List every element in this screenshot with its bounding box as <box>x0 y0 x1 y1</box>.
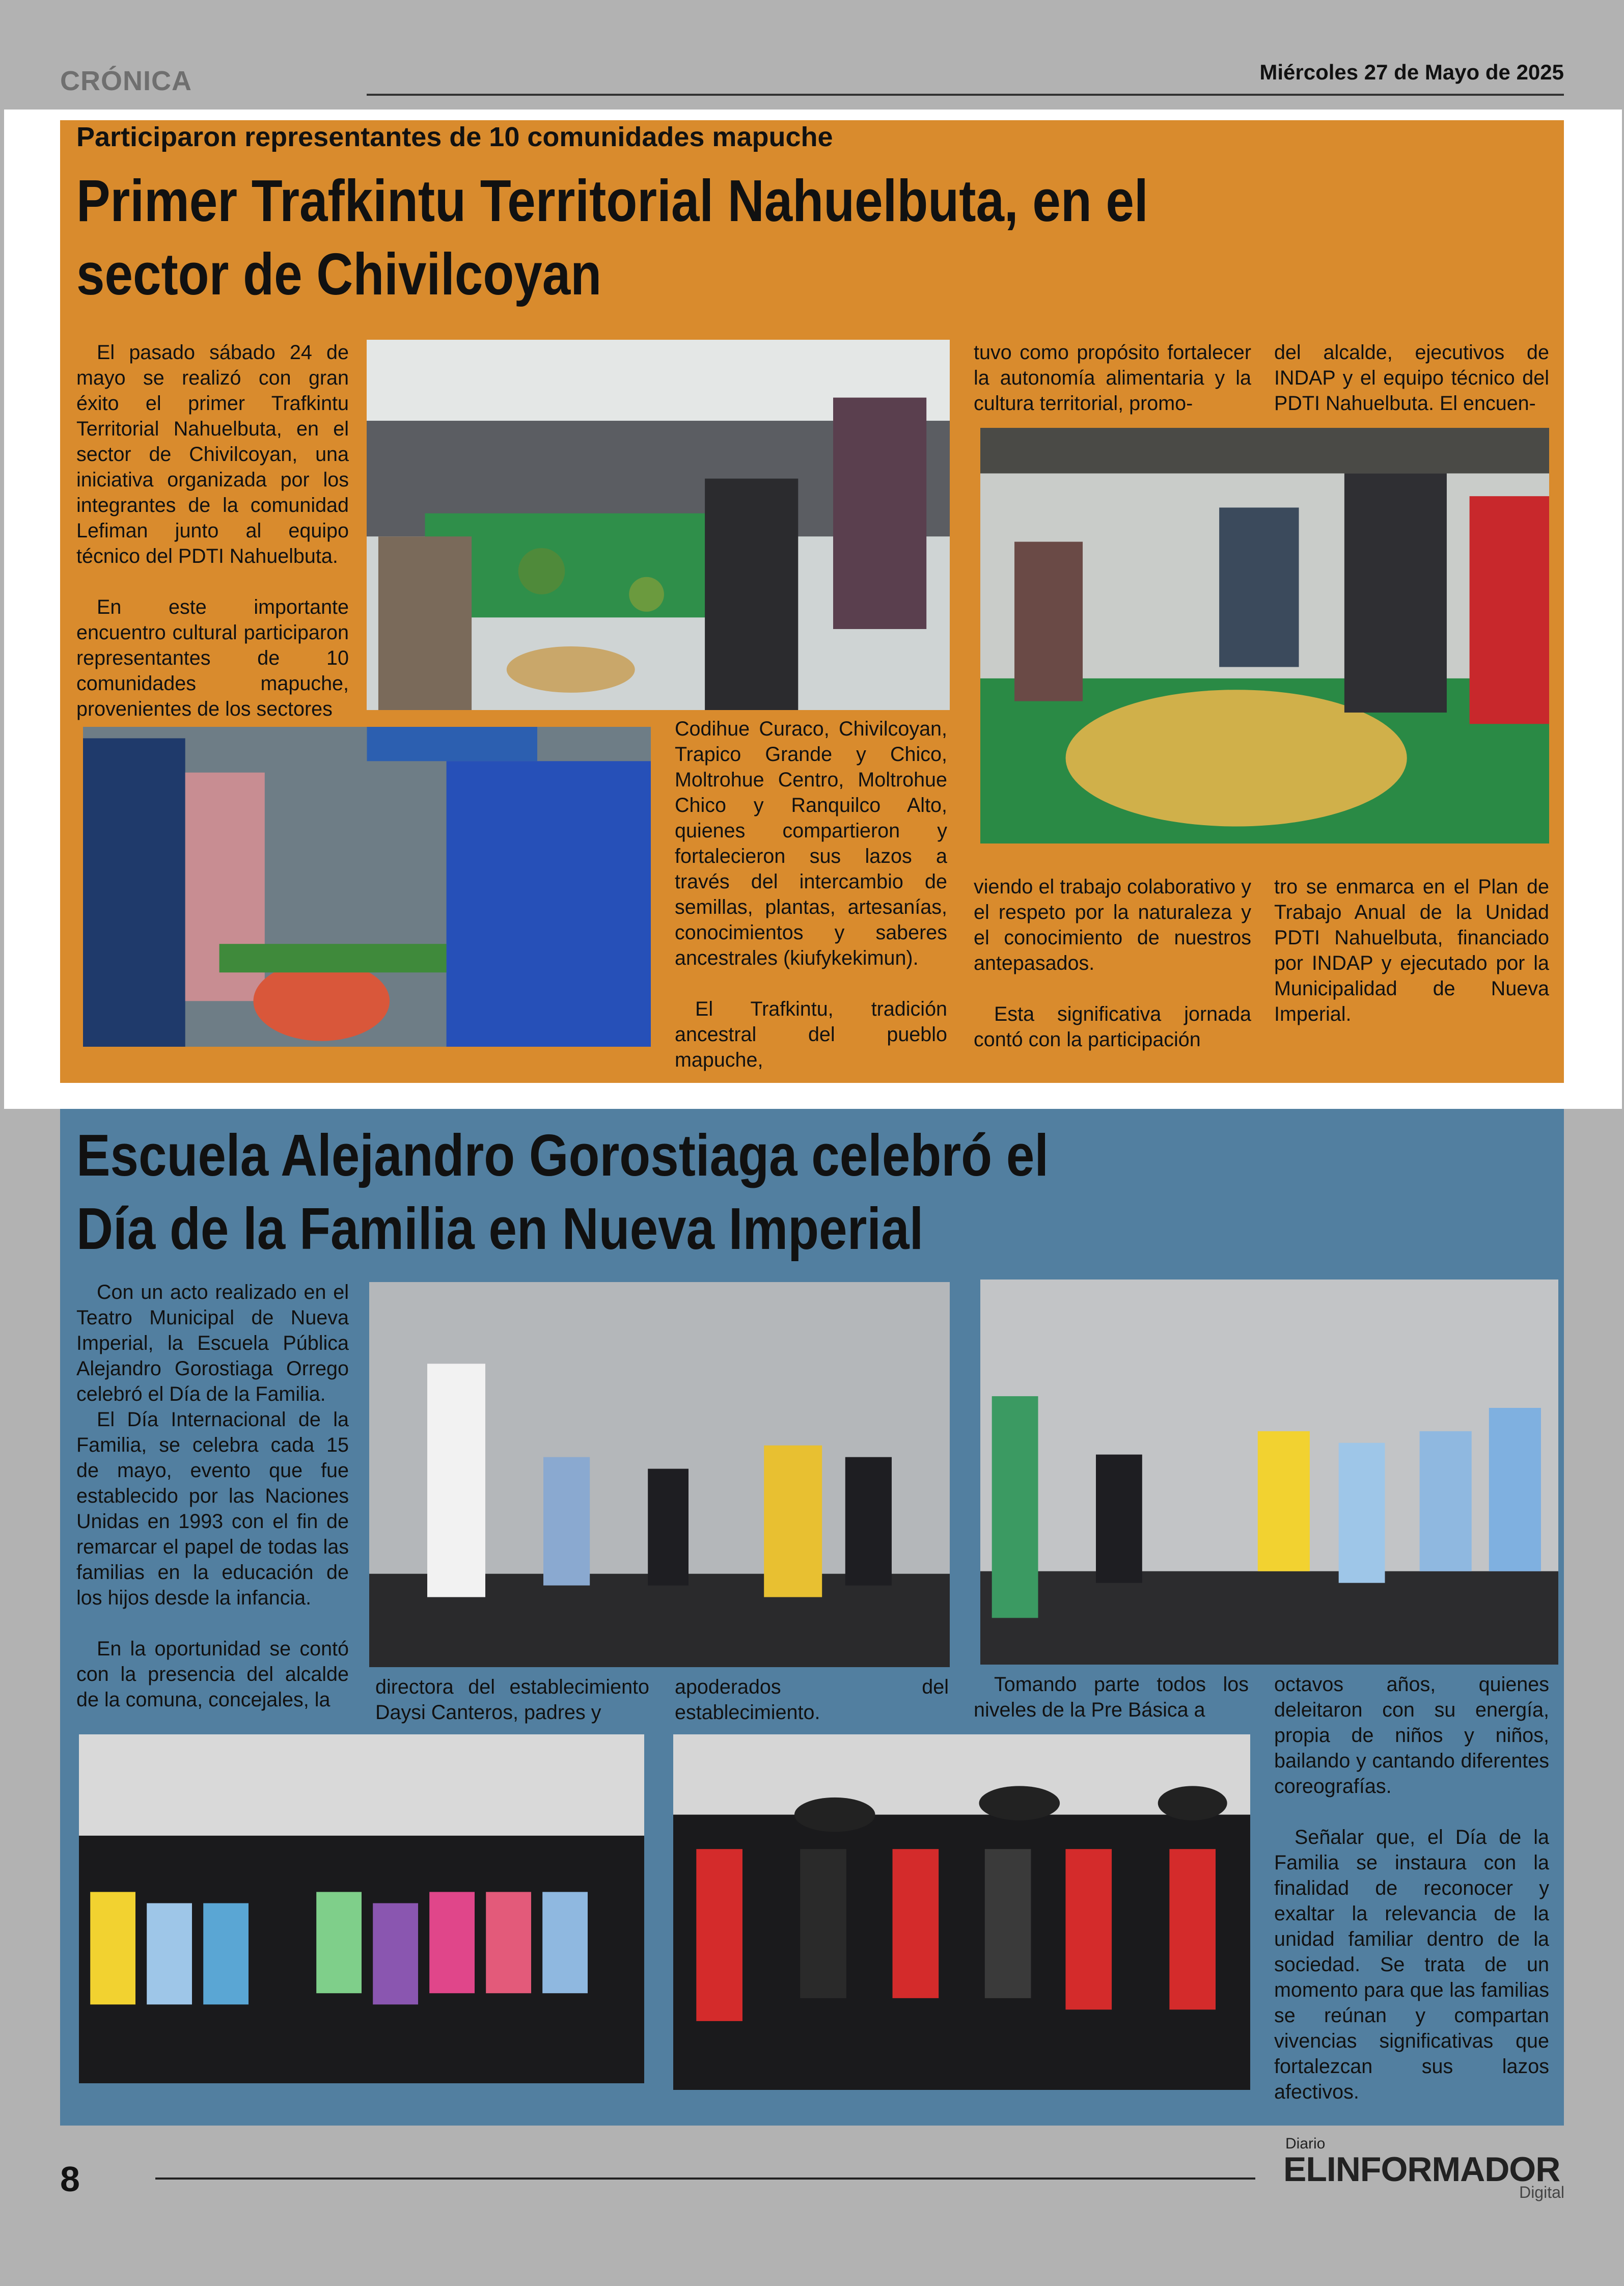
paragraph: viendo el trabajo colaborativo y el respeto por la naturaleza y el conocimiento de nuestros antepasados. <box>974 876 1251 974</box>
article-2-col-3 <box>675 1674 949 1725</box>
paragraph: El Día Internacional de la Familia, se celebra cada 15 de mayo, evento que fue establecido por las Naciones Unidas en 1993 con el fin de remarcar el papel de todas las familias en la educación de los hijos desde la infancia. <box>76 1408 349 1609</box>
police-costume-dance-photo <box>369 1282 950 1667</box>
trafkintu-market-photo <box>367 340 950 710</box>
issue-date: Miércoles 27 de Mayo de 2025 <box>1259 60 1564 84</box>
article-1-col-4-top <box>1274 340 1549 416</box>
paragraph: El pasado sábado 24 de mayo se realizó con gran éxito el primer Trafkintu Territorial Nahuelbuta, en el sector de Chivilcoyan, una iniciativa organizada por los integrantes de la comunidad Lefiman junto al equipo técnico del PDTI Nahuelbuta. <box>76 341 349 567</box>
article-2-col-1 <box>76 1280 349 1712</box>
paragraph: apoderados del establecimiento. <box>675 1676 949 1724</box>
footer-rule <box>155 2178 1255 2180</box>
pre-school-line-dance-photo <box>79 1734 644 2083</box>
paragraph: En la oportunidad se contó con la presencia del alcalde de la comuna, concejales, la <box>76 1638 349 1711</box>
paragraph: del alcalde, ejecutivos de INDAP y el equipo técnico del PDTI Nahuelbuta. El encuen- <box>1274 341 1549 415</box>
paragraph: octavos años, quienes deleitaron con su energía, propia de niños y niños, bailando y cantando diferentes coreografías. <box>1274 1673 1549 1798</box>
article-1-col-1 <box>76 340 349 722</box>
mexican-costume-dance-photo <box>673 1734 1250 2090</box>
logo-digital: Digital <box>1519 2183 1564 2201</box>
article-2-col-5 <box>1274 1672 1549 2105</box>
article-1-headline: Primer Trafkintu Territorial Nahuelbuta, en el sector de Chivilcoyan <box>76 168 1148 307</box>
paragraph: Señalar que, el Día de la Familia se instaura con la finalidad de reconocer y exaltar la relevancia de la unidad familiar dentro de la sociedad. Se trata de un momento para que las familias se reúnan y compartan vivencias significativas que fortalezcan sus lazos afectivos. <box>1274 1826 1549 2103</box>
article-1-col-3-top <box>974 340 1251 416</box>
article-1-col-2 <box>675 716 947 1073</box>
page-number: 8 <box>60 2159 80 2199</box>
paragraph: Tomando parte todos los niveles de la Pre Básica a <box>974 1673 1249 1721</box>
paragraph: Codihue Curaco, Chivilcoyan, Trapico Grande y Chico, Moltrohue Centro, Moltrohue Chico y Ranquilco Alto, quienes compartieron y fortalecieron sus lazos a través del intercambio de semillas, plantas, artesanías, conocimientos y saberes ancestrales (kiufykekimun). <box>675 718 947 969</box>
paragraph: Con un acto realizado en el Teatro Municipal de Nueva Imperial, la Escuela Pública Alejandro Gorostiaga Orrego celebró el Día de la Familia. <box>76 1281 349 1405</box>
paragraph: directora del establecimiento Daysi Canteros, padres y <box>375 1676 649 1724</box>
publication-logo <box>1283 2134 1564 2201</box>
article-2-col-2 <box>375 1674 649 1725</box>
article-1-col-3-bottom <box>974 874 1251 1052</box>
article-1-col-4-bottom <box>1274 874 1549 1027</box>
seed-exchange-photo <box>83 727 651 1047</box>
article-2-col-4 <box>974 1672 1249 1723</box>
paragraph: El Trafkintu, tradición ancestral del pueblo mapuche, <box>675 998 947 1071</box>
logo-wordmark: ELINFORMADOR <box>1283 2150 1560 2189</box>
paragraph: En este importante encuentro cultural participaron representantes de 10 comunidades mapuche, provenientes de los sectores <box>76 596 349 720</box>
header-rule <box>367 94 1564 96</box>
artisan-stall-photo <box>980 428 1549 843</box>
paragraph: tuvo como propósito fortalecer la autonomía alimentaria y la cultura territorial, promo- <box>974 341 1251 415</box>
paragraph: Esta significativa jornada contó con la participación <box>974 1003 1251 1051</box>
logo-diario: Diario <box>1285 2135 1326 2152</box>
paragraph: tro se enmarca en el Plan de Trabajo Anual de la Unidad PDTI Nahuelbuta, financiado por INDAP y ejecutado por la Municipalidad de Nueva Imperial. <box>1274 876 1549 1025</box>
article-1-kicker: Participaron representantes de 10 comunidades mapuche <box>76 122 833 152</box>
children-circle-dance-photo <box>980 1280 1558 1665</box>
article-2-headline: Escuela Alejandro Gorostiaga celebró el Día de la Familia en Nueva Imperial <box>76 1122 1049 1262</box>
section-label: CRÓNICA <box>60 66 192 96</box>
